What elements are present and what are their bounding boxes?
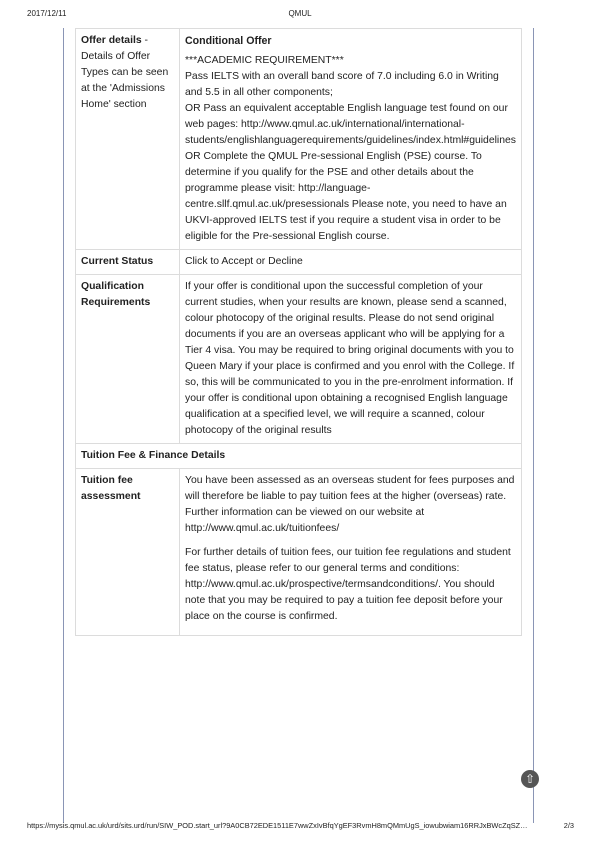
offer-type-heading: Conditional Offer — [185, 35, 272, 47]
print-footer — [0, 821, 600, 833]
qualification-requirements-label-text: Qualification Requirements — [81, 281, 151, 308]
tuition-paragraph: For further details of tuition fees, our tuition fee regulations and student fee status, please refer to our general terms and conditions: http://www.qmul.ac.uk/prospective/termsandconditions/. You should note that you may be required to pay a tuition fee deposit before your place on the course is confirmed. — [185, 547, 511, 622]
tuition-fee-assessment-value — [180, 469, 522, 636]
offer-line: OR Complete the QMUL Pre-sessional English (PSE) course. To determine if you qualify for the PSE and other details about the programme please visit: http://language-centre.sllf.qmul.ac.uk/presessionals Please note, you need to have an UKVI-approved IELTS test if you require a student visa in order to be eligible for the Pre-sessional English course. — [185, 151, 507, 242]
offer-details-label-note: - Details of Offer Types can be seen at the 'Admissions Home' section — [81, 35, 169, 110]
page-number: 2/3 — [563, 821, 574, 830]
table-row — [76, 29, 522, 250]
table-row — [76, 444, 522, 469]
print-header — [0, 9, 600, 21]
qualification-requirements-value: If your offer is conditional upon the successful completion of your current studies, when your results are known, please send a scanned, colour photocopy of the original results. Please do not send original documents if you are an overseas applicant who will be applying for a Tier 4 visa. You may be required to bring original documents with you to Queen Mary if your place is confirmed and you enrol with the College. If so, this will be communicated to you in the pre-enrolment information. If your offer is conditional upon obtaining a recognised English language qualification at a specified level, we will require a scanned, colour photocopy of the original results — [180, 275, 522, 444]
offer-line: Pass IELTS with an overall band score of 7.0 including 6.0 in Writing and 5.5 in all other components; — [185, 71, 499, 98]
page-url: https://mysis.qmul.ac.uk/urd/sits.urd/run/SIW_POD.start_url?9A0CB72EDE1511E7wwZxIvBfqYgEF3RvmH8mQMmUgS_iowubwiam16RRJxBWcZqSZ… — [27, 821, 528, 830]
offer-details-label-bold: Offer details — [81, 35, 142, 46]
offer-line: OR Pass an equivalent acceptable English language test found on our web pages: http://www.qmul.ac.uk/international/international-students/englishlanguagerequirements/guidelines/index.html#guidelines — [185, 103, 516, 146]
tuition-fee-assessment-label-text: Tuition fee assessment — [81, 475, 141, 502]
tuition-paragraph: You have been assessed as an overseas student for fees purposes and will therefore be liable to pay tuition fees at the higher (overseas) rate. Further information can be viewed on our website at http://www.qmul.ac.uk/tuitionfees/ — [185, 475, 515, 534]
tuition-fee-section-header — [76, 444, 522, 469]
offer-details-value — [180, 29, 522, 250]
table-row — [76, 250, 522, 275]
current-status-value[interactable]: Click to Accept or Decline — [180, 250, 522, 275]
arrow-up-circle-icon[interactable]: ⇧ — [521, 770, 539, 788]
page-border-right — [533, 28, 534, 823]
offer-line: ***ACADEMIC REQUIREMENT*** — [185, 55, 344, 66]
qualification-requirements-label — [76, 275, 180, 444]
tuition-fee-assessment-label — [76, 469, 180, 636]
tuition-fee-section-title: Tuition Fee & Finance Details — [81, 450, 226, 461]
table-row — [76, 275, 522, 444]
current-status-label-text: Current Status — [81, 256, 154, 267]
offer-details-table — [75, 28, 522, 636]
current-status-label — [76, 250, 180, 275]
offer-details-label — [76, 29, 180, 250]
table-row — [76, 469, 522, 636]
print-date: 2017/12/11 — [27, 9, 67, 18]
print-title: QMUL — [288, 9, 312, 18]
page-border-left — [63, 28, 64, 823]
